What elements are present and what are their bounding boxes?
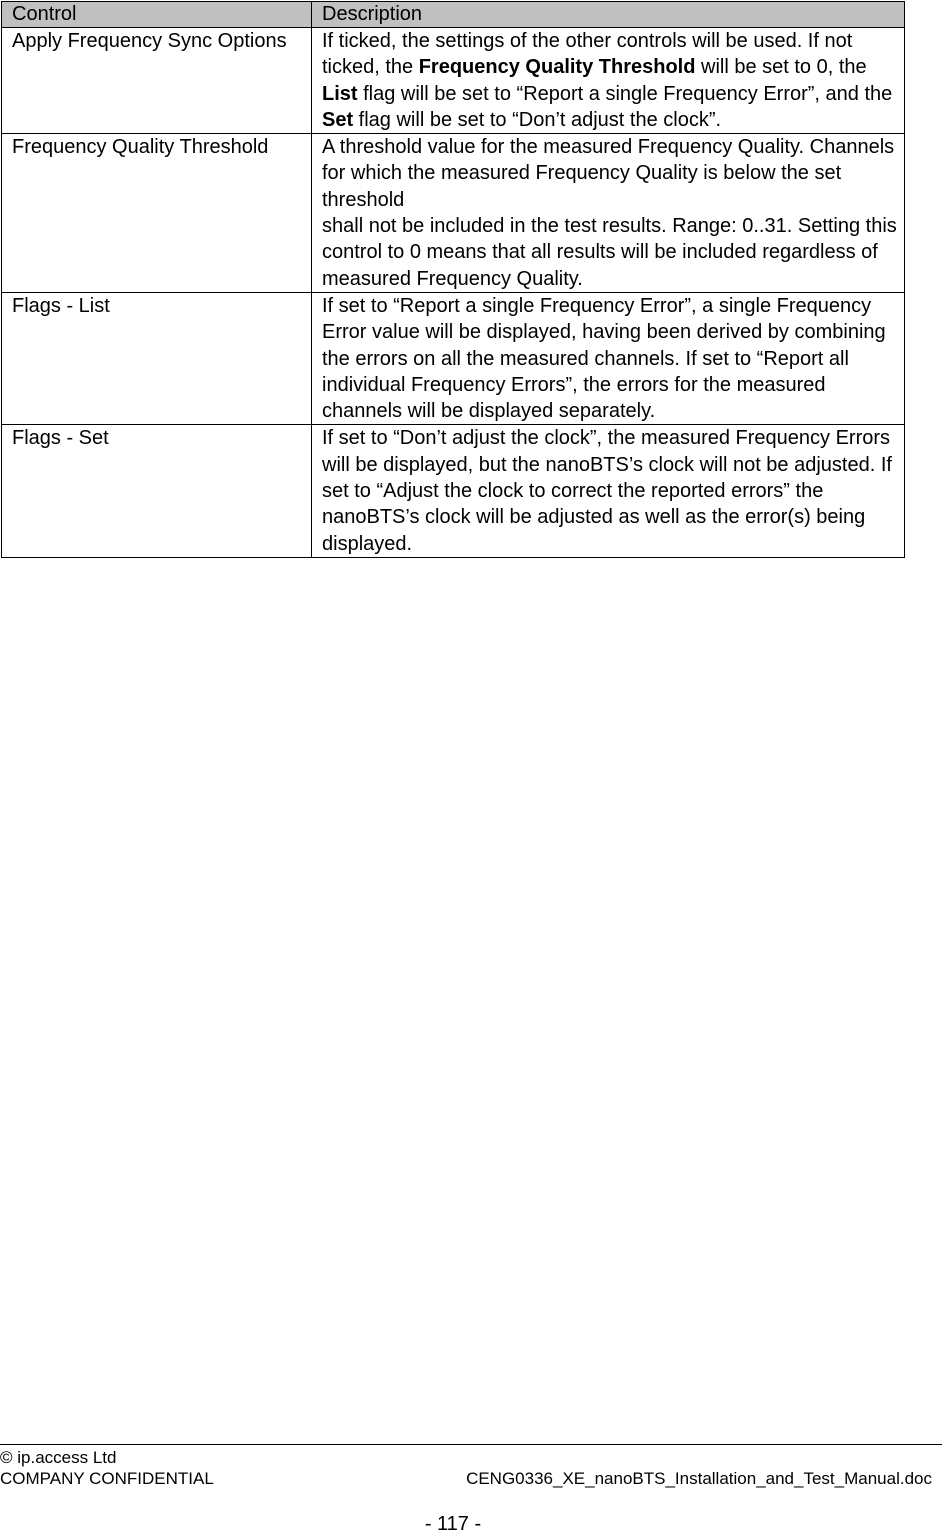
control-cell: Flags - List	[2, 292, 312, 424]
table-row	[2, 134, 905, 293]
table-header-row	[2, 2, 905, 28]
footer-copyright: © ip.access Ltd	[0, 1448, 117, 1467]
table-row	[2, 292, 905, 424]
footer-filename: CENG0336_XE_nanoBTS_Installation_and_Test_Manual.doc	[466, 1469, 932, 1488]
bold-term: Frequency Quality Threshold	[418, 56, 696, 79]
column-header-control: Control	[2, 2, 312, 28]
control-cell: Apply Frequency Sync Options	[2, 28, 312, 134]
bold-term: List	[322, 82, 358, 105]
column-header-description: Description	[312, 2, 905, 28]
description-cell: A threshold value for the measured Frequency Quality. Channels for which the measured Frequency Quality is below the set threshold shall not be included in the test results. Range: 0..31. Setting this control to 0 means that all results will be included regardless of measured Frequency Quality.	[312, 134, 905, 293]
bold-term: Set	[322, 108, 354, 131]
controls-table	[1, 1, 905, 558]
description-cell: If ticked, the settings of the other controls will be used. If not ticked, the Frequency Quality Threshold will be set to 0, the List flag will be set to “Report a single Frequency Error”, and the Set flag will be set to “Don’t adjust the clock”.	[312, 28, 905, 134]
description-cell: If set to “Don’t adjust the clock”, the measured Frequency Errors will be displayed, but the nanoBTS’s clock will not be adjusted. If set to “Adjust the clock to correct the reported errors” the nanoBTS’s clock will be adjusted as well as the error(s) being displayed.	[312, 425, 905, 557]
footer-left	[0, 1447, 214, 1489]
footer-divider	[0, 1444, 942, 1445]
control-cell: Flags - Set	[2, 425, 312, 557]
page-number: - 117 -	[424, 1513, 482, 1535]
description-cell: If set to “Report a single Frequency Error”, a single Frequency Error value will be displayed, having been derived by combining the errors on all the measured channels. If set to “Report all individual Frequency Errors”, the errors for the measured channels will be displayed separately.	[312, 292, 905, 424]
control-cell: Frequency Quality Threshold	[2, 134, 312, 293]
footer-confidential: COMPANY CONFIDENTIAL	[0, 1469, 214, 1488]
table-row	[2, 28, 905, 134]
table-row	[2, 425, 905, 557]
